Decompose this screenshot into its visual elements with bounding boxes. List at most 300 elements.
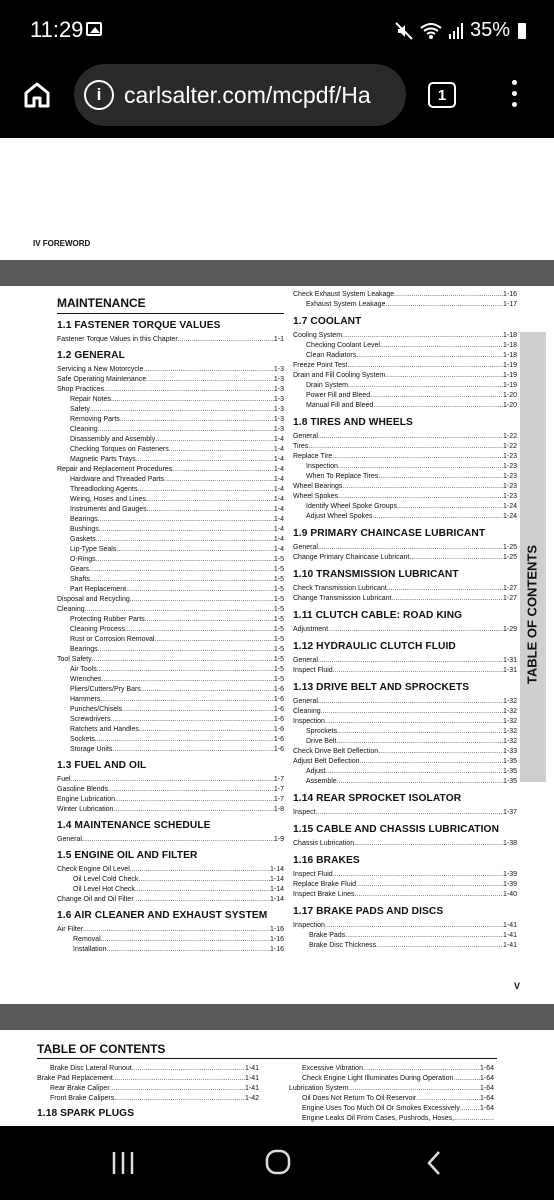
image-notification-icon bbox=[86, 22, 102, 36]
battery-percent: 35% bbox=[469, 19, 510, 41]
toc-leader-dots bbox=[325, 767, 503, 777]
toc-leader-dots bbox=[90, 405, 274, 415]
toc-entry-page: 1-41 bbox=[502, 932, 517, 939]
toc-entry[interactable] bbox=[57, 525, 284, 535]
toc-entry[interactable] bbox=[37, 1094, 259, 1104]
toc-entry[interactable] bbox=[57, 705, 284, 715]
toc-section-heading: 1.17 BRAKE PADS AND DISCS bbox=[293, 906, 444, 917]
toc-entry[interactable] bbox=[289, 1074, 494, 1084]
page-number: V bbox=[514, 981, 521, 991]
toc-entry-page: 1-16 bbox=[269, 926, 284, 933]
toc-right-column bbox=[293, 290, 517, 951]
toc-entry[interactable] bbox=[57, 805, 284, 815]
toc-entry[interactable] bbox=[293, 472, 517, 482]
toc-entry-page: 1-7 bbox=[273, 786, 284, 793]
toc-leader-dots bbox=[342, 482, 503, 492]
toc-leader-dots bbox=[363, 1064, 480, 1074]
toc-entry-title: Removing Parts bbox=[70, 416, 120, 423]
toc-entry[interactable] bbox=[57, 505, 284, 515]
toc-leader-dots bbox=[120, 415, 274, 425]
toc-entry-page: 1-4 bbox=[273, 536, 284, 543]
toc-entry-title: Protecting Rubber Parts bbox=[70, 616, 145, 623]
toc-leader-dots bbox=[460, 1104, 480, 1114]
toc-leader-dots bbox=[83, 925, 270, 935]
toc-entry[interactable] bbox=[293, 584, 517, 594]
toc-section-heading: 1.4 MAINTENANCE SCHEDULE bbox=[57, 820, 211, 831]
toc-entry-page: 1-1 bbox=[273, 336, 284, 343]
toc-entry[interactable] bbox=[57, 375, 284, 385]
toc-entry-title: Front Brake Calipers bbox=[50, 1095, 115, 1102]
pdf-page-toc bbox=[0, 286, 554, 1004]
toc-entry[interactable] bbox=[57, 385, 284, 395]
toc-leader-dots bbox=[126, 585, 274, 595]
toc-entry-page: 1-32 bbox=[502, 708, 517, 715]
toc-entry-page: 1-6 bbox=[273, 686, 284, 693]
toc-entry-title: Tool Safety bbox=[57, 656, 92, 663]
toc-entry[interactable] bbox=[57, 935, 284, 945]
toc-leader-dots bbox=[318, 656, 503, 666]
toc-entry-title: Engine Uses Too Much Oil Or Smokes Excessively bbox=[302, 1105, 460, 1112]
toc-entry[interactable] bbox=[293, 747, 517, 757]
toc-leader-dots bbox=[134, 895, 270, 905]
toc-entry[interactable] bbox=[57, 795, 284, 805]
toc-entry[interactable] bbox=[293, 341, 517, 351]
toc-entry-page: 1-19 bbox=[502, 382, 517, 389]
toc-leader-dots bbox=[333, 870, 503, 880]
toc-entry[interactable] bbox=[293, 737, 517, 747]
toc-entry-page: 1-23 bbox=[502, 463, 517, 470]
toc-entry-page: 1-5 bbox=[273, 556, 284, 563]
toc-entry[interactable] bbox=[293, 512, 517, 522]
toc-leader-dots bbox=[337, 777, 503, 787]
toc-entry-page: 1-23 bbox=[502, 483, 517, 490]
toc-entry-page: 1-6 bbox=[273, 716, 284, 723]
toc-leader-dots bbox=[356, 880, 503, 890]
tab-switcher-button[interactable]: 1 bbox=[428, 82, 456, 108]
toc-entry-title: Inspect Fluid bbox=[293, 667, 333, 674]
toc-entry-page: 1-25 bbox=[502, 544, 517, 551]
toc-entry[interactable] bbox=[293, 594, 517, 604]
toc-entry-page: 1-4 bbox=[273, 546, 284, 553]
toc-entry[interactable] bbox=[57, 745, 284, 755]
toc-entry-title: Engine Leaks Oil From Cases, Pushrods, Hoses, bbox=[302, 1115, 455, 1122]
toc-entry[interactable] bbox=[293, 401, 517, 411]
toc-entry-title: Brake Disc Lateral Runout bbox=[50, 1065, 132, 1072]
toc-entry[interactable] bbox=[289, 1114, 494, 1124]
toc-entry-page: 1-3 bbox=[273, 416, 284, 423]
toc-entry-title: Clean Radiators bbox=[306, 352, 357, 359]
toc-entry-title: Repair Notes bbox=[70, 396, 111, 403]
toc-entry-title: Brake Disc Thickness bbox=[309, 942, 377, 949]
toc-entry-title: Fastener Torque Values in this Chapter bbox=[57, 336, 178, 343]
toc-entry[interactable] bbox=[57, 395, 284, 405]
toc-entry[interactable] bbox=[57, 865, 284, 875]
toc-entry[interactable] bbox=[37, 1084, 259, 1094]
next-page-title: TABLE OF CONTENTS bbox=[37, 1042, 497, 1059]
toc-entry[interactable] bbox=[57, 605, 284, 615]
toc-entry[interactable] bbox=[293, 931, 517, 941]
toc-entry[interactable] bbox=[293, 839, 517, 849]
toc-entry-page: 1-3 bbox=[273, 386, 284, 393]
toc-entry-page: 1-18 bbox=[502, 332, 517, 339]
toc-entry-title: Identify Wheel Spoke Groups bbox=[306, 503, 398, 510]
toc-entry-title: Adjust Wheel Spokes bbox=[306, 513, 373, 520]
toc-leader-dots bbox=[96, 555, 274, 565]
toc-entry-page: 1-23 bbox=[502, 473, 517, 480]
toc-section-heading: 1.9 PRIMARY CHAINCASE LUBRICANT bbox=[293, 528, 486, 539]
toc-entry-title: Ratchets and Handles bbox=[70, 726, 139, 733]
toc-leader-dots bbox=[169, 445, 274, 455]
toc-entry[interactable] bbox=[293, 625, 517, 635]
toc-entry-page: 1-14 bbox=[269, 866, 284, 873]
toc-leader-dots bbox=[325, 717, 503, 727]
toc-entry[interactable] bbox=[293, 502, 517, 512]
toc-leader-dots bbox=[391, 594, 503, 604]
toc-leader-dots bbox=[97, 665, 274, 675]
toc-entry[interactable] bbox=[57, 885, 284, 895]
battery-icon bbox=[518, 23, 526, 39]
toc-entry[interactable] bbox=[57, 675, 284, 685]
toc-entry[interactable] bbox=[57, 835, 284, 845]
toc-entry-title: Rear Brake Caliper bbox=[50, 1085, 110, 1092]
recents-icon[interactable] bbox=[110, 1150, 136, 1176]
toc-entry[interactable] bbox=[293, 777, 517, 787]
toc-leader-dots bbox=[373, 512, 503, 522]
home-nav-icon[interactable] bbox=[264, 1148, 292, 1176]
toc-entry-title: General bbox=[293, 544, 318, 551]
toc-entry[interactable] bbox=[57, 435, 284, 445]
toc-entry-page: 1-16 bbox=[269, 946, 284, 953]
toc-entry[interactable] bbox=[293, 290, 517, 300]
toc-entry-title: Oil Level Cold Check bbox=[73, 876, 139, 883]
toc-entry-page: 1-5 bbox=[273, 676, 284, 683]
toc-entry[interactable] bbox=[293, 432, 517, 442]
toc-entry[interactable] bbox=[289, 1094, 494, 1104]
toc-leader-dots bbox=[397, 502, 503, 512]
toc-leader-dots bbox=[116, 545, 274, 555]
toc-leader-dots bbox=[95, 735, 274, 745]
back-icon[interactable] bbox=[424, 1149, 444, 1177]
toc-entry-title: Replace Brake Fluid bbox=[293, 881, 357, 888]
toc-leader-dots bbox=[110, 715, 273, 725]
toc-entry[interactable] bbox=[293, 697, 517, 707]
toc-entry-page: 1-39 bbox=[502, 881, 517, 888]
toc-entry[interactable] bbox=[289, 1104, 494, 1114]
toc-entry[interactable] bbox=[289, 1084, 494, 1094]
next-toc-right bbox=[289, 1064, 494, 1124]
toc-entry-page: 1-27 bbox=[502, 595, 517, 602]
toc-entry-title: Inspection bbox=[293, 922, 325, 929]
toc-entry-page: 1-17 bbox=[502, 301, 517, 308]
toc-entry[interactable] bbox=[57, 545, 284, 555]
toc-entry[interactable] bbox=[293, 482, 517, 492]
toc-entry[interactable] bbox=[57, 645, 284, 655]
toc-entry-page: 1-6 bbox=[273, 746, 284, 753]
system-nav-bar bbox=[0, 1126, 554, 1200]
toc-leader-dots bbox=[345, 931, 503, 941]
toc-leader-dots bbox=[318, 432, 503, 442]
toc-entry[interactable] bbox=[293, 462, 517, 472]
toc-entry-title: Brake Pad Replacement bbox=[37, 1075, 113, 1082]
toc-entry[interactable] bbox=[293, 727, 517, 737]
toc-entry[interactable] bbox=[293, 543, 517, 553]
toc-leader-dots bbox=[387, 584, 503, 594]
toc-entry-page: 1-5 bbox=[273, 576, 284, 583]
toc-entry-title: Checking Coolant Level bbox=[306, 342, 380, 349]
toc-entry[interactable] bbox=[37, 1064, 259, 1074]
toc-entry-page: 1-5 bbox=[273, 656, 284, 663]
toc-sidebar-tab bbox=[520, 332, 546, 782]
toc-entry-page: 1-4 bbox=[273, 516, 284, 523]
toc-entry[interactable] bbox=[293, 351, 517, 361]
toc-entry[interactable] bbox=[57, 425, 284, 435]
toc-entry-title: Punches/Chisels bbox=[70, 706, 123, 713]
toc-entry[interactable] bbox=[57, 365, 284, 375]
toc-entry-page: 1-3 bbox=[273, 366, 284, 373]
toc-entry-page: 1-22 bbox=[502, 443, 517, 450]
toc-entry[interactable] bbox=[57, 895, 284, 905]
toc-entry[interactable] bbox=[57, 875, 284, 885]
page-header: IV FOREWORD bbox=[33, 239, 91, 248]
toc-leader-dots bbox=[338, 492, 503, 502]
toc-entry[interactable] bbox=[37, 1074, 259, 1084]
toc-leader-dots bbox=[178, 335, 274, 345]
toc-entry-page: 1-41 bbox=[502, 922, 517, 929]
toc-entry-page: 1-5 bbox=[273, 606, 284, 613]
toc-entry[interactable] bbox=[293, 656, 517, 666]
signal-icon bbox=[448, 22, 464, 40]
toc-entry-page: 1-32 bbox=[502, 728, 517, 735]
toc-leader-dots bbox=[113, 805, 273, 815]
toc-entry[interactable] bbox=[57, 585, 284, 595]
toc-entry-title: Oil Does Not Return To Oil Reservoir bbox=[302, 1095, 417, 1102]
toc-entry-page: 1-41 bbox=[244, 1085, 259, 1092]
toc-leader-dots bbox=[385, 371, 503, 381]
toc-entry[interactable] bbox=[57, 715, 284, 725]
toc-entry-title: Bushings bbox=[70, 526, 99, 533]
toc-entry[interactable] bbox=[293, 442, 517, 452]
wifi-icon bbox=[420, 21, 442, 41]
toc-entry[interactable] bbox=[57, 465, 284, 475]
sidebar-label: TABLE OF CONTENTS bbox=[524, 544, 540, 685]
toc-section-heading: 1.11 CLUTCH CABLE: ROAD KING bbox=[293, 610, 463, 621]
toc-leader-dots bbox=[332, 452, 503, 462]
toc-entry[interactable] bbox=[293, 757, 517, 767]
toc-leader-dots bbox=[349, 1084, 480, 1094]
toc-entry-title: Bearings bbox=[70, 646, 98, 653]
toc-entry-title: Replace Tire bbox=[293, 453, 333, 460]
toc-section-heading: 1.12 HYDRAULIC CLUTCH FLUID bbox=[293, 641, 456, 652]
toc-entry-title: Lip-Type Seals bbox=[70, 546, 117, 553]
toc-leader-dots bbox=[146, 375, 274, 385]
toc-entry-page: 1-24 bbox=[502, 513, 517, 520]
toc-leader-dots bbox=[125, 625, 274, 635]
toc-entry-page: 1-7 bbox=[273, 776, 284, 783]
toc-leader-dots bbox=[453, 1074, 480, 1084]
toc-entry[interactable] bbox=[57, 335, 284, 345]
toc-entry[interactable] bbox=[293, 391, 517, 401]
toc-entry[interactable] bbox=[293, 666, 517, 676]
toc-entry[interactable] bbox=[293, 452, 517, 462]
toc-leader-dots bbox=[96, 535, 274, 545]
toc-entry[interactable] bbox=[57, 615, 284, 625]
toc-entry[interactable] bbox=[293, 361, 517, 371]
toc-entry-page: 1-18 bbox=[502, 342, 517, 349]
toc-entry[interactable] bbox=[57, 725, 284, 735]
toc-entry-page: 1-32 bbox=[502, 738, 517, 745]
toc-entry-page: 1-5 bbox=[273, 666, 284, 673]
toc-entry[interactable] bbox=[57, 475, 284, 485]
toc-leader-dots bbox=[104, 385, 274, 395]
toc-entry-title: Gasoline Blends bbox=[57, 786, 108, 793]
toc-entry[interactable] bbox=[293, 492, 517, 502]
toc-entry-title: Safe Operating Maintenance bbox=[57, 376, 147, 383]
toc-entry[interactable] bbox=[57, 555, 284, 565]
toc-entry[interactable] bbox=[57, 665, 284, 675]
toc-entry-title: Excessive Vibration bbox=[302, 1065, 363, 1072]
toc-entry-page: 1-5 bbox=[273, 596, 284, 603]
toc-entry-title: Pliers/Cutters/Pry Bars bbox=[70, 686, 141, 693]
toc-entry-title: Winter Lubrication bbox=[57, 806, 114, 813]
toc-entry[interactable] bbox=[289, 1064, 494, 1074]
toc-entry-page: 1-27 bbox=[502, 585, 517, 592]
toc-entry-title: Magnetic Parts Trays bbox=[70, 456, 136, 463]
toc-entry[interactable] bbox=[57, 455, 284, 465]
toc-entry[interactable] bbox=[57, 945, 284, 955]
toc-entry-title: Change Primary Chaincase Lubricant bbox=[293, 554, 410, 561]
toc-entry-page: 1-64 bbox=[479, 1085, 494, 1092]
toc-entry[interactable] bbox=[293, 890, 517, 900]
site-info-icon[interactable]: i bbox=[84, 80, 114, 110]
toc-leader-dots bbox=[92, 655, 274, 665]
toc-entry[interactable] bbox=[293, 300, 517, 310]
toc-entry-page: 1-64 bbox=[479, 1095, 494, 1102]
toc-entry-title: Disposal and Recycling bbox=[57, 596, 130, 603]
toc-entry-page: 1-4 bbox=[273, 476, 284, 483]
toc-entry-title: Installation bbox=[73, 946, 107, 953]
toc-section-heading: 1.1 FASTENER TORQUE VALUES bbox=[57, 320, 221, 331]
toc-entry-page: 1-39 bbox=[502, 871, 517, 878]
toc-leader-dots bbox=[385, 300, 503, 310]
toc-entry-page: 1-23 bbox=[502, 453, 517, 460]
toc-entry[interactable] bbox=[57, 405, 284, 415]
toc-leader-dots bbox=[143, 365, 274, 375]
toc-leader-dots bbox=[130, 595, 274, 605]
toc-entry-page: 1-23 bbox=[502, 493, 517, 500]
toc-entry[interactable] bbox=[293, 808, 517, 818]
pdf-viewer[interactable] bbox=[0, 138, 554, 1126]
toc-entry[interactable] bbox=[57, 785, 284, 795]
toc-leader-dots bbox=[110, 1084, 245, 1094]
toc-entry[interactable] bbox=[293, 381, 517, 391]
toc-entry-title: Safety bbox=[70, 406, 90, 413]
toc-leader-dots bbox=[98, 425, 274, 435]
toc-entry[interactable] bbox=[293, 331, 517, 341]
toc-entry[interactable] bbox=[293, 553, 517, 563]
toc-leader-dots bbox=[101, 675, 273, 685]
toc-entry[interactable] bbox=[57, 565, 284, 575]
toc-entry-page: 1-35 bbox=[502, 758, 517, 765]
toc-entry[interactable] bbox=[57, 495, 284, 505]
toc-entry-page: 1-9 bbox=[273, 836, 284, 843]
toc-entry[interactable] bbox=[57, 485, 284, 495]
toc-leader-dots bbox=[98, 515, 274, 525]
toc-entry-title: Cleaning Process bbox=[70, 626, 125, 633]
toc-entry[interactable] bbox=[57, 635, 284, 645]
toc-entry[interactable] bbox=[57, 925, 284, 935]
toc-entry-title: Wheel Bearings bbox=[293, 483, 343, 490]
toc-entry[interactable] bbox=[57, 655, 284, 665]
toc-entry-page: 1-14 bbox=[269, 876, 284, 883]
toc-entry[interactable] bbox=[57, 775, 284, 785]
toc-leader-dots bbox=[409, 553, 503, 563]
toc-entry[interactable] bbox=[57, 415, 284, 425]
toc-entry-title: Drive Belt bbox=[306, 738, 337, 745]
toc-entry[interactable] bbox=[57, 625, 284, 635]
toc-entry-page: 1-6 bbox=[273, 726, 284, 733]
toc-entry[interactable] bbox=[57, 445, 284, 455]
toc-entry-title: Air Filter bbox=[57, 926, 84, 933]
toc-leader-dots bbox=[108, 785, 274, 795]
toc-entry[interactable] bbox=[293, 941, 517, 951]
toc-entry[interactable] bbox=[57, 735, 284, 745]
toc-entry-title: Brake Pads bbox=[309, 932, 346, 939]
toc-entry-page: 1-4 bbox=[273, 496, 284, 503]
toc-entry[interactable] bbox=[57, 575, 284, 585]
toc-entry[interactable] bbox=[57, 685, 284, 695]
toc-entry-title: Adjust Belt Deflection bbox=[293, 758, 360, 765]
toc-entry-title: Power Fill and Bleed bbox=[306, 392, 371, 399]
toc-entry-title: Check Exhaust System Leakage bbox=[293, 291, 395, 298]
toc-entry-page: 1-3 bbox=[273, 396, 284, 403]
toc-leader-dots bbox=[137, 485, 274, 495]
toc-entry[interactable] bbox=[293, 870, 517, 880]
toc-entry[interactable] bbox=[57, 595, 284, 605]
more-menu-icon[interactable] bbox=[512, 80, 518, 108]
toc-entry[interactable] bbox=[293, 921, 517, 931]
toc-leader-dots bbox=[132, 1064, 245, 1074]
toc-leader-dots bbox=[342, 331, 503, 341]
toc-entry[interactable] bbox=[293, 880, 517, 890]
address-bar[interactable] bbox=[74, 64, 406, 126]
toc-entry-page: 1-4 bbox=[273, 456, 284, 463]
toc-entry-page: 1-31 bbox=[502, 667, 517, 674]
toc-entry-title: Check Transmission Lubricant bbox=[293, 585, 387, 592]
toc-entry-page: 1-3 bbox=[273, 376, 284, 383]
toc-entry-page: 1-4 bbox=[273, 506, 284, 513]
toc-entry-page: 1-64 bbox=[479, 1065, 494, 1072]
toc-entry[interactable] bbox=[293, 371, 517, 381]
toc-entry-title: Cleaning bbox=[70, 426, 98, 433]
toc-entry[interactable] bbox=[293, 767, 517, 777]
toc-leader-dots bbox=[113, 1074, 245, 1084]
toc-entry-title: Tires bbox=[293, 443, 309, 450]
toc-entry-title: Wiring, Hoses and Lines bbox=[70, 496, 146, 503]
toc-entry-title: Threadlocking Agents bbox=[70, 486, 138, 493]
toc-entry[interactable] bbox=[57, 695, 284, 705]
next-toc-left bbox=[37, 1064, 259, 1121]
toc-leader-dots bbox=[321, 707, 503, 717]
pdf-page-next bbox=[0, 1030, 554, 1126]
home-icon[interactable] bbox=[22, 80, 52, 110]
toc-entry[interactable] bbox=[57, 535, 284, 545]
toc-entry[interactable] bbox=[57, 515, 284, 525]
toc-leader-dots bbox=[155, 435, 274, 445]
toc-leader-dots bbox=[348, 381, 503, 391]
toc-entry-title: Check Engine Oil Level bbox=[57, 866, 130, 873]
toc-entry[interactable] bbox=[293, 717, 517, 727]
toc-entry[interactable] bbox=[293, 707, 517, 717]
